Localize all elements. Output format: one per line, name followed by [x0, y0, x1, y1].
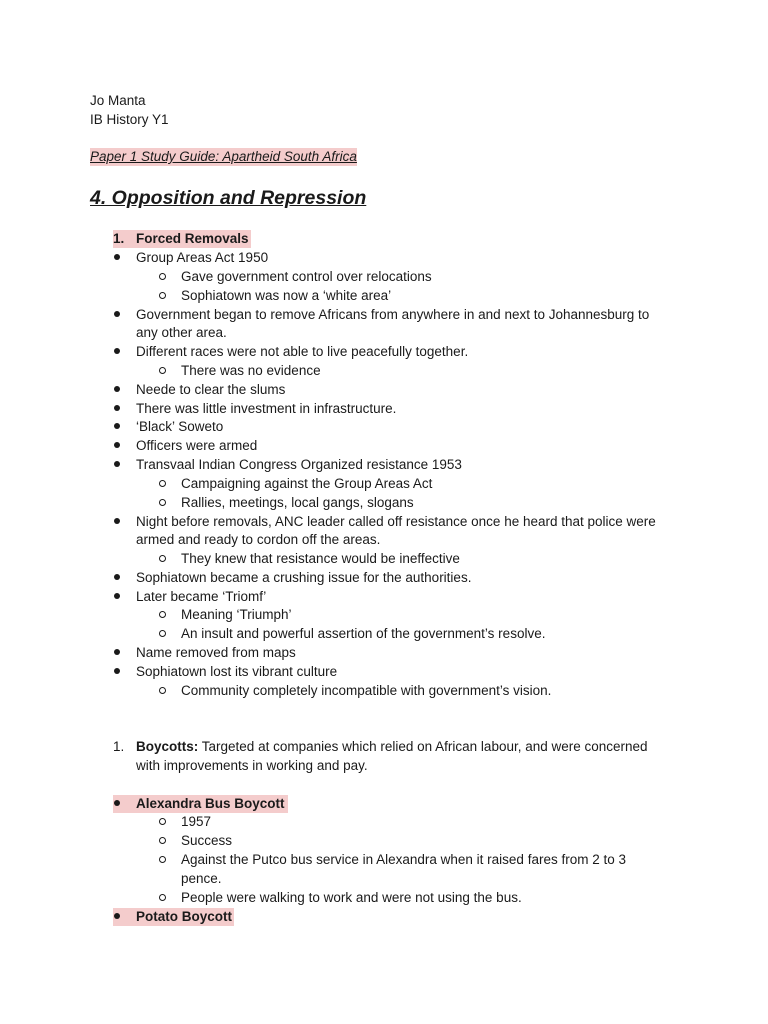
sub-bullet-icon — [155, 851, 169, 869]
bullet-icon — [110, 400, 124, 418]
list-item: Campaigning against the Group Areas Act — [181, 476, 433, 491]
sub-bullet-icon — [155, 889, 169, 907]
list-item: People were walking to work and were not using the bus. — [181, 890, 522, 905]
list-item: Sophiatown lost its vibrant culture — [136, 664, 338, 679]
list-item: Rallies, meetings, local gangs, slogans — [181, 495, 414, 510]
alexandra-heading: Alexandra Bus Boycott — [136, 796, 285, 811]
list-item: Sophiatown was now a ‘white area’ — [181, 288, 392, 303]
bullet-icon — [110, 418, 124, 436]
list-item: Success — [181, 833, 233, 848]
list-item: Gave government control over relocations — [181, 269, 432, 284]
list-item: Name removed from maps — [136, 645, 296, 660]
guide-title: Paper 1 Study Guide: Apartheid South Africa — [90, 149, 357, 164]
list-item: Government began to remove Africans from anywhere in and next to Johannesburg to — [136, 307, 650, 322]
section-title: 4. Opposition and Repression — [90, 187, 367, 209]
bullet-icon — [110, 343, 124, 361]
sub-bullet-icon — [155, 362, 169, 380]
bullet-icon — [110, 381, 124, 399]
bullet-icon — [110, 644, 124, 662]
sub-bullet-icon — [155, 287, 169, 305]
sub-bullet-icon — [155, 494, 169, 512]
sub-bullet-icon — [155, 832, 169, 850]
sub-bullet-icon — [155, 682, 169, 700]
sub-bullet-icon — [155, 813, 169, 831]
boycotts-paragraph — [136, 738, 648, 756]
bullet-icon — [110, 306, 124, 324]
list-item: Against the Putco bus service in Alexandra when it raised fares from 2 to 3 — [181, 852, 626, 867]
list-item: There was little investment in infrastructure. — [136, 401, 397, 416]
list-item: Community completely incompatible with government’s vision. — [181, 683, 552, 698]
boycotts-text-cont: with improvements in working and pay. — [136, 758, 368, 773]
list-item: pence. — [181, 871, 222, 886]
list-item: There was no evidence — [181, 363, 321, 378]
list-item: An insult and powerful assertion of the government’s resolve. — [181, 626, 546, 641]
sub-bullet-icon — [155, 625, 169, 643]
list-item: Later became ‘Triomf’ — [136, 589, 267, 604]
sub-bullet-icon — [155, 268, 169, 286]
bullet-icon — [110, 456, 124, 474]
list-item: Neede to clear the slums — [136, 382, 286, 397]
list-item: ‘Black’ Soweto — [136, 419, 224, 434]
bullet-icon — [110, 513, 124, 531]
list-item: Different races were not able to live peacefully together. — [136, 344, 469, 359]
list-item: Sophiatown became a crushing issue for the authorities. — [136, 570, 472, 585]
sub-bullet-icon — [155, 550, 169, 568]
bullet-icon — [110, 663, 124, 681]
bullet-icon — [110, 795, 124, 813]
potato-heading: Potato Boycott — [136, 909, 232, 924]
bullet-icon — [110, 908, 124, 926]
bullet-icon — [110, 437, 124, 455]
list-item: They knew that resistance would be ineffective — [181, 551, 460, 566]
list-item: 1957 — [181, 814, 212, 829]
sub-bullet-icon — [155, 475, 169, 493]
course-name: IB History Y1 — [90, 112, 169, 127]
list-item: Meaning ‘Triumph’ — [181, 607, 292, 622]
list-item: any other area. — [136, 325, 227, 340]
list-number: 1. — [113, 231, 125, 246]
boycotts-heading: Boycotts: — [136, 739, 199, 754]
list-item: Group Areas Act 1950 — [136, 250, 269, 265]
bullet-icon — [110, 569, 124, 587]
list-item: Officers were armed — [136, 438, 258, 453]
list-item: Night before removals, ANC leader called off resistance once he heard that police were — [136, 514, 656, 529]
bullet-icon — [110, 249, 124, 267]
list-item: armed and ready to cordon off the areas. — [136, 532, 381, 547]
bullet-icon — [110, 588, 124, 606]
author-name: Jo Manta — [90, 93, 146, 108]
forced-removals-heading: Forced Removals — [136, 231, 249, 246]
list-item: Transvaal Indian Congress Organized resistance 1953 — [136, 457, 462, 472]
list-number: 1. — [113, 739, 125, 754]
sub-bullet-icon — [155, 606, 169, 624]
boycotts-text: Targeted at companies which relied on African labour, and were concerned — [201, 739, 648, 754]
